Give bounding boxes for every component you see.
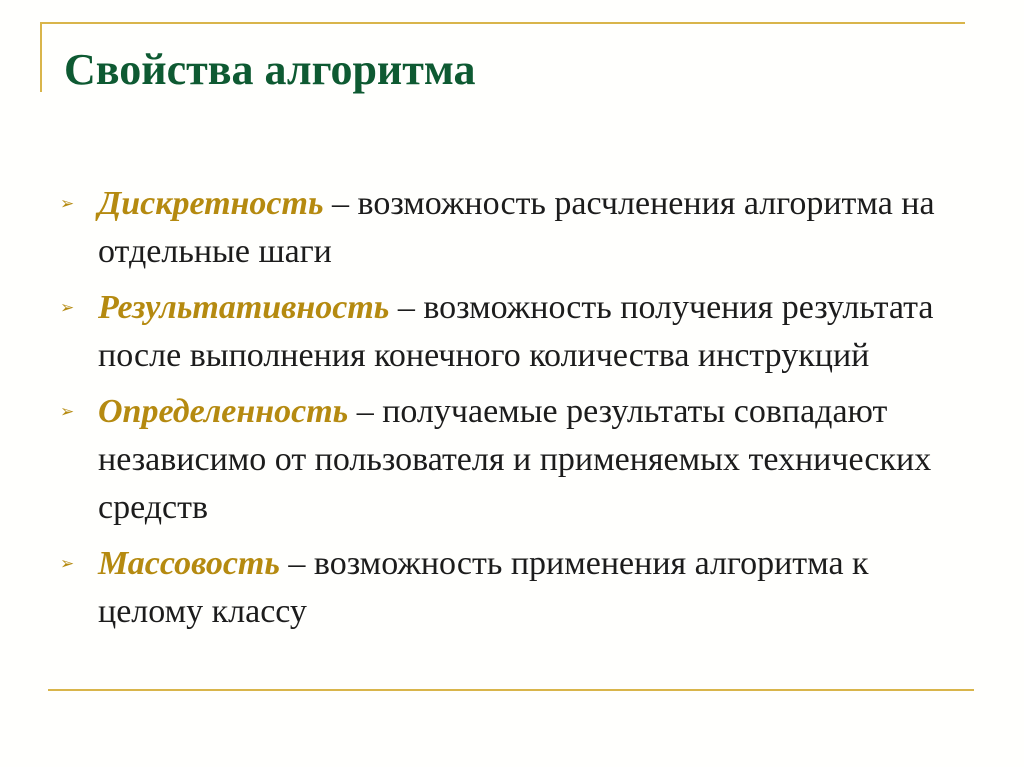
- left-rule: [40, 22, 42, 92]
- property-description: – возможность получения результата после выполнения конечного количества инструкций: [98, 289, 934, 374]
- property-description: – возможность применения алгоритма к целому классу: [98, 545, 869, 630]
- slide-title: Свойства алгоритма: [64, 45, 476, 94]
- bottom-rule: [48, 689, 974, 691]
- list-item: [60, 540, 960, 636]
- list-item: [60, 180, 960, 276]
- list-item: [60, 388, 960, 532]
- property-term: Массовость: [98, 545, 280, 582]
- property-description: – возможность расчленения алгоритма на отдельные шаги: [98, 185, 935, 270]
- top-rule: [40, 22, 965, 24]
- property-description: – получаемые результаты совпадают независимо от пользователя и применяемых технических средств: [98, 393, 932, 526]
- property-term: Результативность: [98, 289, 390, 326]
- chevron-right-icon: ➢: [60, 298, 75, 318]
- chevron-right-icon: ➢: [60, 194, 75, 214]
- property-list: [60, 180, 960, 644]
- list-item: [60, 284, 960, 380]
- property-term: Дискретность: [98, 185, 324, 222]
- chevron-right-icon: ➢: [60, 554, 75, 574]
- property-term: Определенность: [98, 393, 349, 430]
- chevron-right-icon: ➢: [60, 402, 75, 422]
